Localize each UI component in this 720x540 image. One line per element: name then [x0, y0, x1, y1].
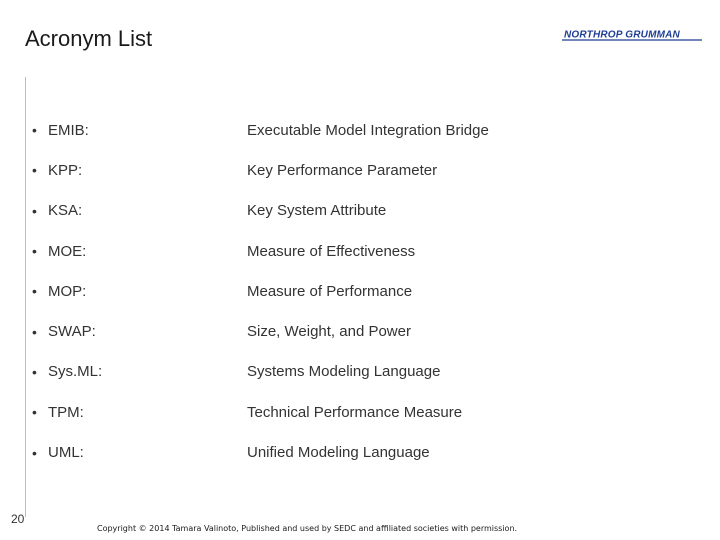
logo-text: NORTHROP GRUMMAN	[564, 29, 680, 41]
acronym-row	[32, 392, 489, 432]
bullet: •	[32, 363, 37, 380]
acronym-term: KPP:	[48, 161, 83, 179]
acronym-row	[32, 191, 489, 231]
bullet: •	[32, 444, 37, 461]
acronym-term: UML:	[48, 444, 84, 462]
acronym-term: EMIB:	[48, 121, 89, 139]
acronym-definition: Executable Model Integration Bridge	[247, 121, 489, 139]
acronym-term: SWAP:	[48, 323, 96, 341]
bullet: •	[32, 404, 37, 421]
bullet: •	[32, 202, 37, 219]
slide-title: Acronym List	[25, 26, 153, 51]
acronym-row	[32, 110, 489, 150]
bullet: •	[32, 162, 37, 179]
acronym-definition: Measure of Effectiveness	[247, 242, 416, 260]
northrop-grumman-logo	[562, 27, 702, 41]
vertical-divider	[25, 77, 26, 517]
acronym-definition: Measure of Performance	[247, 282, 413, 300]
acronym-row	[32, 352, 489, 392]
copyright-notice: Copyright © 2014 Tamara Valinoto, Published and used by SEDC and affiliated societies with permission.	[97, 524, 518, 533]
acronym-row	[32, 311, 489, 351]
acronym-definition: Unified Modeling Language	[247, 444, 430, 462]
acronym-row	[32, 271, 489, 311]
acronym-term: Sys.ML:	[48, 363, 103, 381]
acronym-definition: Key Performance Parameter	[247, 161, 438, 179]
acronym-definition: Technical Performance Measure	[247, 403, 463, 421]
bullet: •	[32, 243, 37, 260]
acronym-term: MOE:	[48, 242, 87, 260]
page-number: 20	[11, 512, 25, 526]
acronym-term: MOP:	[48, 282, 87, 300]
bullet: •	[32, 122, 37, 139]
acronym-row	[32, 150, 489, 190]
acronym-definition: Systems Modeling Language	[247, 363, 441, 381]
acronym-definition: Key System Attribute	[247, 202, 387, 220]
acronym-term: TPM:	[48, 403, 84, 421]
acronym-row	[32, 231, 489, 271]
bullet: •	[32, 283, 37, 300]
acronym-row	[32, 432, 489, 472]
bullet: •	[32, 323, 37, 340]
acronym-list	[32, 110, 489, 473]
acronym-definition: Size, Weight, and Power	[247, 323, 411, 341]
acronym-term: KSA:	[48, 202, 83, 220]
